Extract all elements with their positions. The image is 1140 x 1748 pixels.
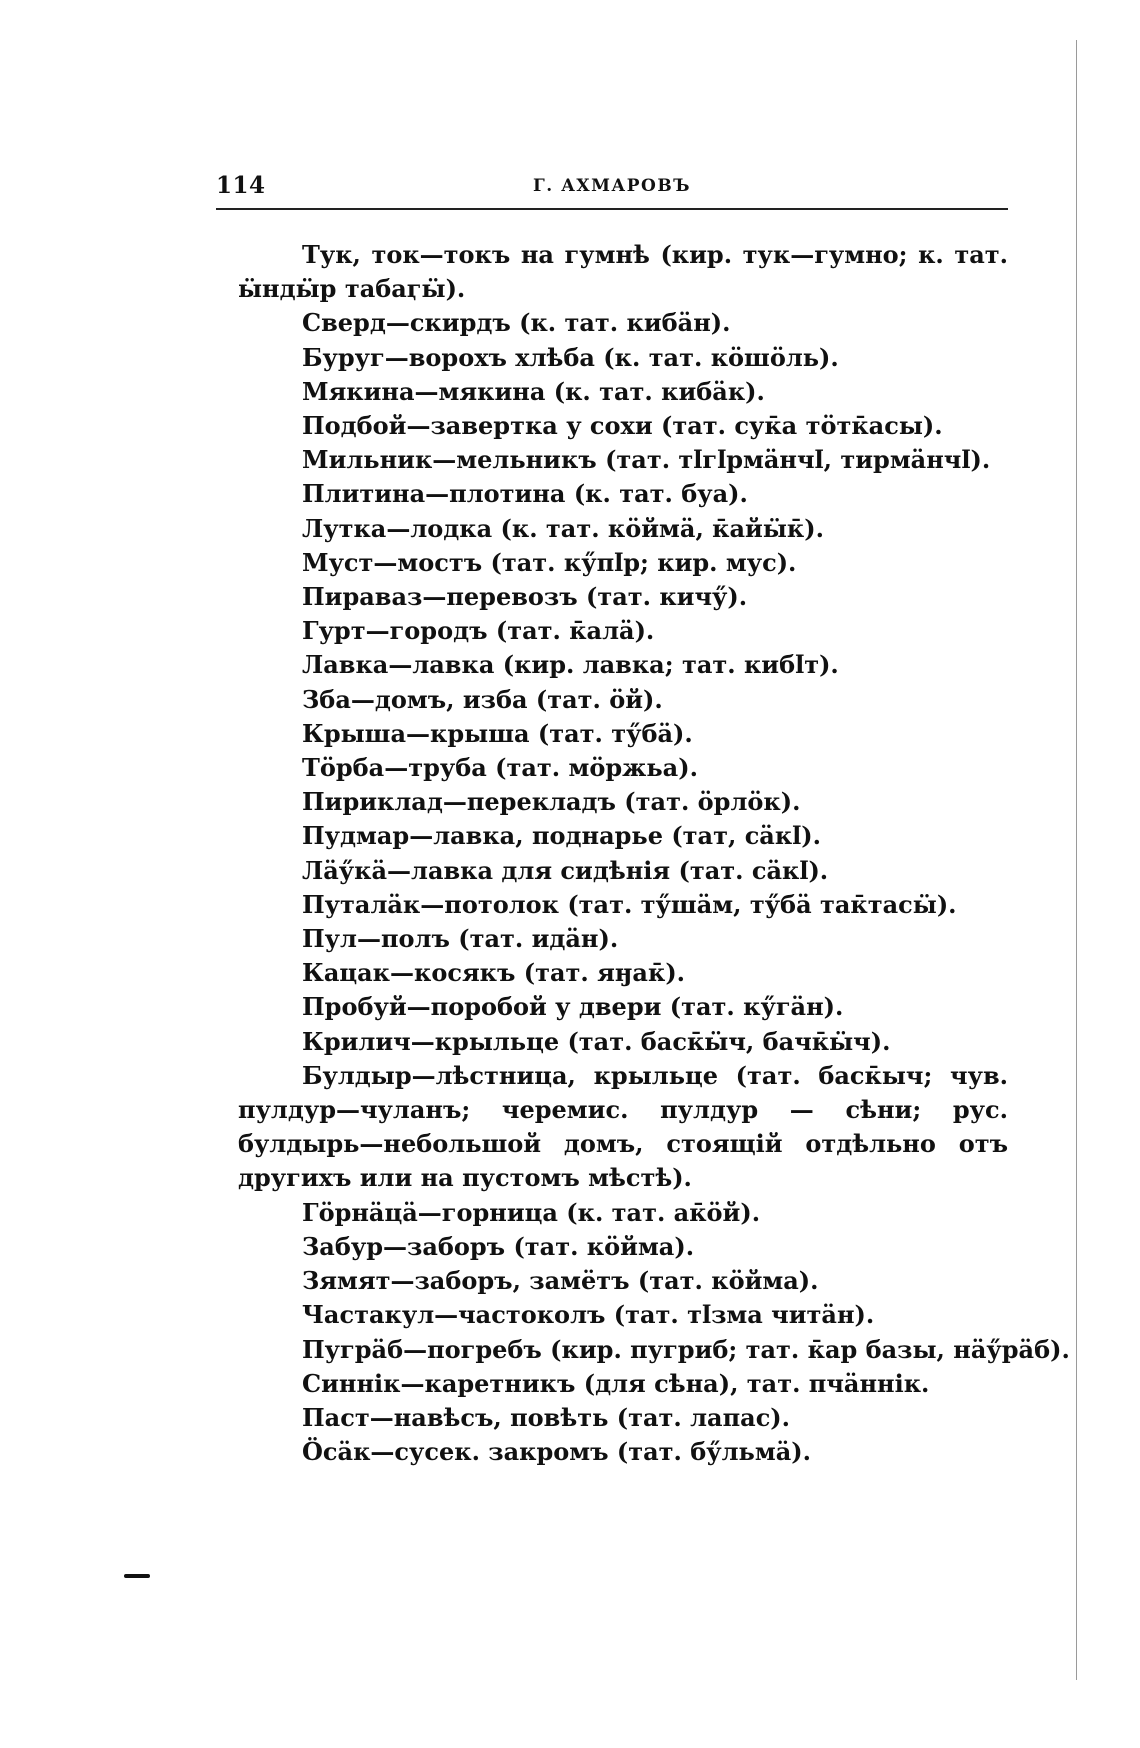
glossary-entry: Забур—заборъ (тат. кӧйма). — [302, 1231, 695, 1261]
glossary-entry: Мякина—мякина (к. тат. кибӓк). — [302, 376, 765, 406]
glossary-entry: Тӧрба—труба (тат. мӧржьа). — [302, 753, 698, 783]
running-head: Г. АХМАРОВЪ — [533, 176, 691, 196]
glossary-entry: Крилич—крыльце (тат. баск̄ӹч, бачк̄ӹч). — [302, 1026, 891, 1056]
glossary-entry: Лавка—лавка (кир. лавка; тат. кибӏт). — [302, 650, 839, 680]
glossary-entry: Синнік—каретникъ (для сѣна), тат. пчӓннік. — [302, 1368, 930, 1398]
glossary-entry: Зямят—заборъ, замётъ (тат. кӧйма). — [302, 1266, 819, 1296]
glossary-entry: Пириклад—перекладъ (тат. ӧрлӧк). — [302, 787, 801, 817]
glossary-entry: Тук, ток—токъ на гумнѣ (кир. тук—гумно; к. тат. ӹндӹр табаӷӹ). — [238, 240, 1008, 304]
glossary-entry: Гурт—городъ (тат. к̄алӓ). — [302, 616, 655, 646]
glossary-entry: Путалӓк—потолок (тат. тӳшӓм, тӳбӓ так̄тасӹ). — [302, 889, 957, 919]
glossary-entry: Кацак—косякъ (тат. яӈак̄). — [302, 958, 686, 988]
glossary-entry: Пудмар—лавка, поднарье (тат, сӓкӏ). — [302, 821, 822, 851]
header-rule — [216, 208, 1008, 210]
glossary-entry: Паст—навѣсъ, повѣть (тат. лапас). — [302, 1402, 791, 1432]
glossary-entry: Лутка—лодка (к. тат. кӧймӓ, к̄айӹк̄). — [302, 513, 824, 543]
glossary-entry: Подбой—завертка у сохи (тат. сук̄а тӧтк̄асы). — [302, 411, 943, 441]
glossary-entry: Зба—домъ, изба (тат. ӧй). — [302, 684, 663, 714]
glossary-entry: Буруг—ворохъ хлѣба (к. тат. кӧшӧль). — [302, 342, 839, 372]
margin-mark — [124, 1574, 150, 1578]
glossary-entry: Пробуй—поробой у двери (тат. кӳгӓн). — [302, 992, 844, 1022]
glossary-entry: Булдыр—лѣстница, крыльце (тат. баск̄ыч; чув. пулдур—чуланъ; черемис. пулдур — сѣни; рус. булдырь—небольшой домъ, стоящій отдѣльно отъ другихъ или на пустомъ мѣстѣ). — [238, 1060, 1008, 1193]
page-edge-rule — [1076, 40, 1077, 1680]
glossary-entry: Плитина—плотина (к. тат. буа). — [302, 479, 748, 509]
glossary-entry: Муст—мостъ (тат. кӳпӏр; кир. мус). — [302, 547, 797, 577]
glossary-text — [238, 238, 1070, 1469]
page-number: 114 — [216, 172, 266, 199]
glossary-entry: Крыша—крыша (тат. тӳбӓ). — [302, 718, 693, 748]
glossary-entry: Гӧрнӓцӓ—горница (к. тат. ак̄ӧй). — [302, 1197, 761, 1227]
glossary-entry: Пул—полъ (тат. идӓн). — [302, 924, 619, 954]
glossary-entry: Пугрӓб—погребъ (кир. пугриб; тат. к̄ар базы, нӓӳрӓб). — [302, 1334, 1070, 1364]
glossary-entry: Мильник—мельникъ (тат. тӏгӏрмӓнчӏ, тирмӓнчӏ). — [302, 445, 991, 475]
glossary-entry: Пираваз—перевозъ (тат. кичӳ). — [302, 582, 748, 612]
glossary-entry: Сверд—скирдъ (к. тат. кибӓн). — [302, 308, 731, 338]
glossary-entry: Ӧсӓк—сусек. закромъ (тат. бӳльмӓ). — [302, 1437, 811, 1467]
glossary-entry: Частакул—частоколъ (тат. тӏзма читӓн). — [302, 1300, 875, 1330]
glossary-entry: Лӓӳкӓ—лавка для сидѣнія (тат. сӓкӏ). — [302, 855, 829, 885]
page-header — [216, 172, 1008, 210]
